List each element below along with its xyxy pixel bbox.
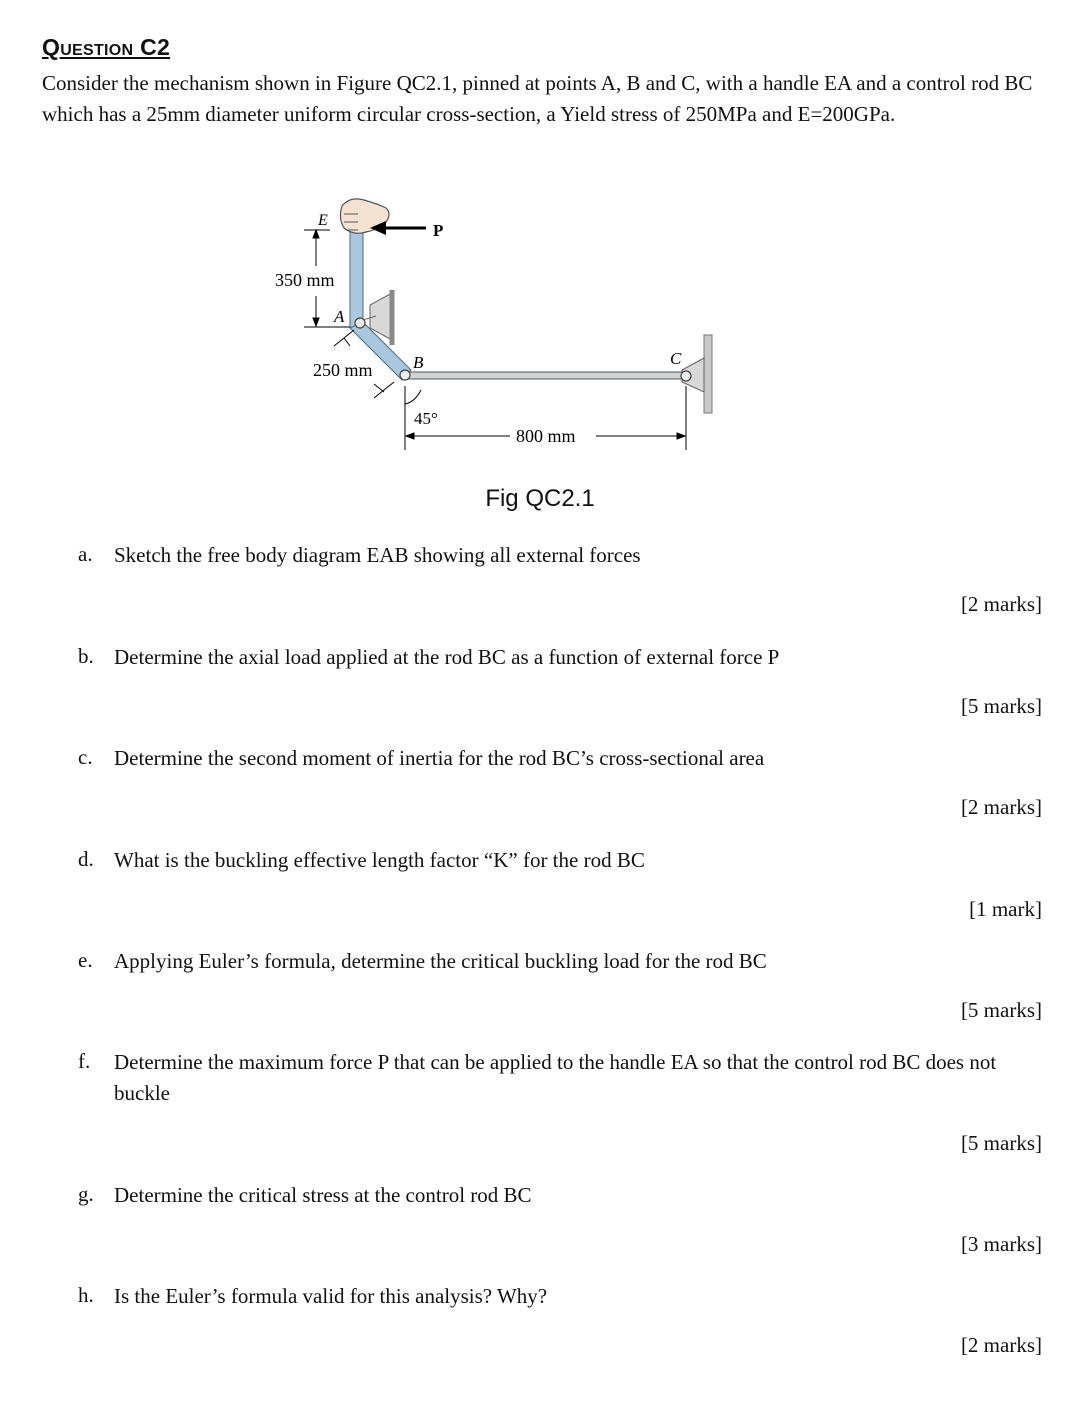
question-f-text: Determine the maximum force P that can be applied to the handle EA so that the control rod BC does not buckle — [114, 1050, 997, 1105]
pin-a — [355, 318, 365, 328]
question-intro: Consider the mechanism shown in Figure QC2.1, pinned at points A, B and C, with a handle EA and a control rod BC which has a 25mm diameter uniform circular cross-section, a Yield stress of 250MPa and E=200GPa. — [42, 71, 1033, 126]
pin-b — [400, 370, 410, 380]
question-e-letter: e. — [78, 948, 93, 972]
question-e-marks: [5 marks] — [960, 998, 1042, 1022]
question-h-letter: h. — [78, 1283, 94, 1307]
question-g-letter: g. — [78, 1182, 94, 1206]
question-f-letter: f. — [78, 1049, 91, 1073]
question-b-marks: [5 marks] — [960, 694, 1042, 718]
label-dim-bc: 800 mm — [516, 426, 576, 446]
question-b-text: Determine the axial load applied at the rod BC as a function of external force P — [114, 645, 780, 669]
figure-caption: Fig QC2.1 — [485, 485, 595, 512]
label-angle: 45° — [414, 409, 438, 428]
label-c: C — [670, 349, 682, 368]
label-dim-ab: 250 mm — [313, 360, 373, 380]
mechanism-figure — [260, 188, 740, 468]
label-b: B — [413, 353, 424, 372]
label-p: P — [433, 221, 444, 240]
question-h-marks: [2 marks] — [960, 1333, 1042, 1357]
question-c-text: Determine the second moment of inertia for the rod BC’s cross-sectional area — [114, 746, 765, 770]
question-e-text: Applying Euler’s formula, determine the critical buckling load for the rod BC — [114, 949, 767, 973]
question-f-marks: [5 marks] — [960, 1131, 1042, 1155]
question-heading: Question C2 — [42, 34, 171, 60]
label-dim-ea: 350 mm — [275, 270, 335, 290]
control-rod-bc — [405, 372, 687, 379]
question-h-text: Is the Euler’s formula valid for this analysis? Why? — [114, 1284, 548, 1308]
question-b-letter: b. — [78, 644, 94, 668]
question-a-marks: [2 marks] — [960, 592, 1042, 616]
question-d-letter: d. — [78, 847, 94, 871]
question-a-text: Sketch the free body diagram EAB showing all external forces — [114, 543, 641, 567]
question-c-letter: c. — [78, 745, 93, 769]
question-g-text: Determine the critical stress at the control rod BC — [114, 1183, 532, 1207]
question-g-marks: [3 marks] — [960, 1232, 1042, 1256]
label-e: E — [318, 212, 328, 229]
label-a: A — [334, 307, 345, 326]
question-d-marks: [1 mark] — [969, 897, 1042, 921]
pin-c — [681, 371, 691, 381]
question-c-marks: [2 marks] — [960, 795, 1042, 819]
question-d-text: What is the buckling effective length factor “K” for the rod BC — [114, 848, 645, 872]
question-a-letter: a. — [78, 542, 93, 566]
